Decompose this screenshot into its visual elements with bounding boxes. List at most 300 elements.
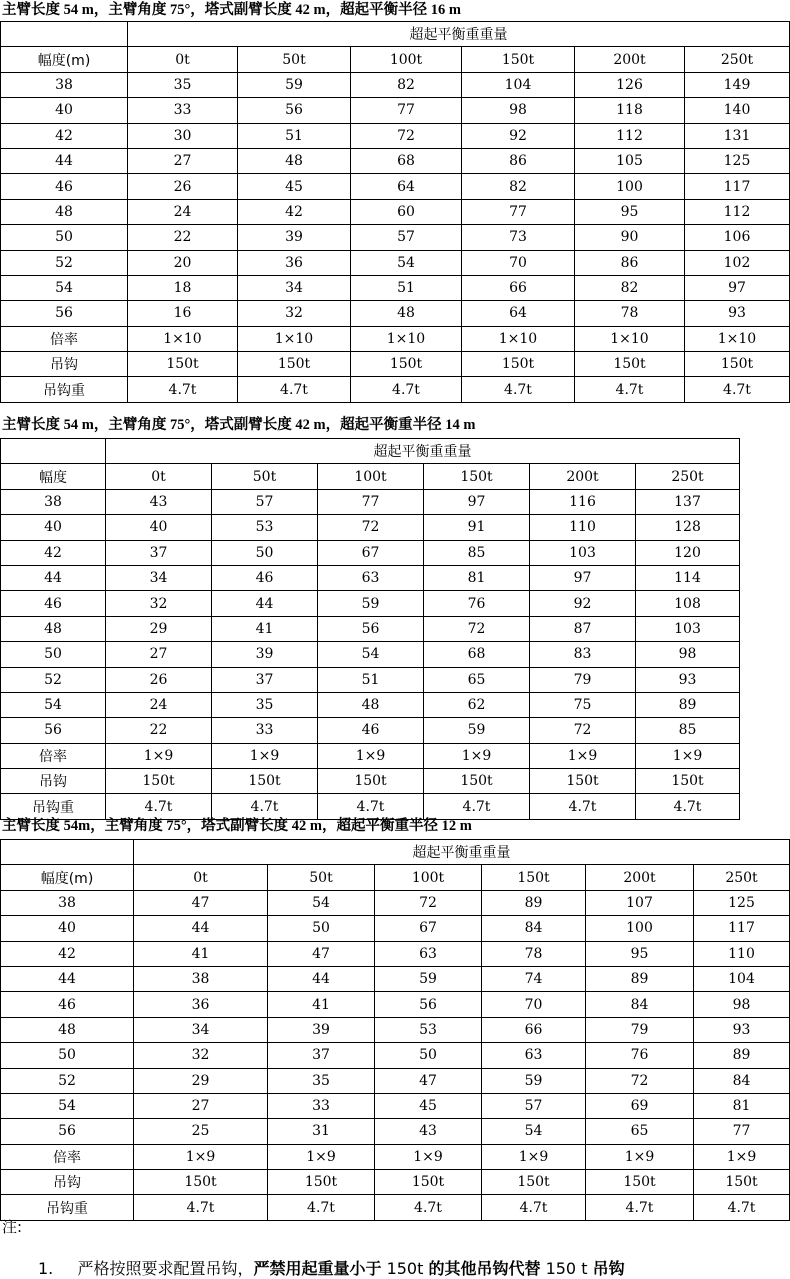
value-cell: 45	[238, 174, 351, 199]
table-footer-row	[1, 326, 790, 351]
table-3-body	[1, 840, 790, 1221]
value-cell: 59	[375, 966, 482, 991]
value-cell: 89	[586, 966, 694, 991]
value-cell: 79	[530, 667, 636, 692]
footer-value-cell: 4.7t	[694, 1195, 790, 1220]
column-header-cell: 100t	[375, 865, 482, 890]
table-column-row	[1, 47, 790, 72]
column-header-cell: 0t	[128, 47, 238, 72]
value-cell: 50	[268, 916, 375, 941]
table-row	[1, 591, 740, 616]
value-cell: 16	[128, 301, 238, 326]
value-cell: 39	[268, 1017, 375, 1042]
value-cell: 76	[586, 1043, 694, 1068]
value-cell: 86	[575, 250, 685, 275]
value-cell: 54	[268, 890, 375, 915]
table-header-row	[1, 439, 740, 464]
value-cell: 106	[685, 225, 790, 250]
note-text-2: 150t	[381, 1259, 429, 1278]
value-cell: 75	[530, 692, 636, 717]
column-header-cell: 250t	[636, 464, 740, 489]
value-cell: 54	[351, 250, 462, 275]
value-cell: 77	[351, 98, 462, 123]
value-cell: 33	[268, 1093, 375, 1118]
radius-cell: 56	[1, 718, 106, 743]
value-cell: 104	[694, 966, 790, 991]
value-cell: 69	[586, 1093, 694, 1118]
table-row	[1, 1017, 790, 1042]
load-table-2	[0, 438, 740, 820]
column-header-cell: 150t	[462, 47, 575, 72]
footer-label-cell: 吊钩重	[1, 794, 106, 819]
value-cell: 64	[351, 174, 462, 199]
footer-value-cell: 150t	[685, 352, 790, 377]
value-cell: 35	[212, 692, 318, 717]
table-row	[1, 1119, 790, 1144]
value-cell: 97	[530, 565, 636, 590]
radius-cell: 54	[1, 692, 106, 717]
value-cell: 79	[586, 1017, 694, 1042]
value-cell: 37	[268, 1043, 375, 1068]
value-cell: 72	[375, 890, 482, 915]
footer-value-cell: 150t	[134, 1170, 268, 1195]
table-header-row	[1, 22, 790, 47]
table-row	[1, 489, 740, 514]
table-row	[1, 199, 790, 224]
value-cell: 65	[586, 1119, 694, 1144]
footer-value-cell: 150t	[128, 352, 238, 377]
footer-value-cell: 1×9	[586, 1144, 694, 1169]
table-footer-row	[1, 1144, 790, 1169]
value-cell: 50	[375, 1043, 482, 1068]
radius-cell: 46	[1, 992, 134, 1017]
footer-value-cell: 1×9	[482, 1144, 586, 1169]
value-cell: 35	[128, 72, 238, 97]
footer-value-cell: 4.7t	[238, 377, 351, 402]
footer-label-cell: 倍率	[1, 743, 106, 768]
value-cell: 91	[424, 515, 530, 540]
value-cell: 43	[375, 1119, 482, 1144]
table-corner-cell	[1, 22, 128, 47]
table-row	[1, 540, 740, 565]
footer-value-cell: 4.7t	[375, 1195, 482, 1220]
value-cell: 68	[424, 642, 530, 667]
table-row	[1, 616, 740, 641]
footer-value-cell: 150t	[212, 769, 318, 794]
table-row	[1, 123, 790, 148]
footer-value-cell: 4.7t	[128, 377, 238, 402]
value-cell: 48	[318, 692, 424, 717]
value-cell: 33	[212, 718, 318, 743]
footer-value-cell: 150t	[586, 1170, 694, 1195]
radius-cell: 48	[1, 616, 106, 641]
value-cell: 59	[238, 72, 351, 97]
value-cell: 68	[351, 148, 462, 173]
footer-value-cell: 1×10	[575, 326, 685, 351]
radius-cell: 54	[1, 275, 128, 300]
value-cell: 117	[685, 174, 790, 199]
table-row	[1, 992, 790, 1017]
radius-header-cell: 幅度	[1, 464, 106, 489]
load-table-3	[0, 839, 790, 1221]
footer-value-cell: 1×10	[462, 326, 575, 351]
radius-cell: 50	[1, 1043, 134, 1068]
table-2-title: 主臂长度 54 m，主臂角度 75°，塔式副臂长度 42 m，超起平衡重半径 14 m	[2, 417, 476, 433]
value-cell: 114	[636, 565, 740, 590]
radius-header-cell: 幅度(m)	[1, 865, 134, 890]
footer-value-cell: 150t	[238, 352, 351, 377]
radius-cell: 46	[1, 591, 106, 616]
note-bold-2: 的其他吊钩代替	[428, 1259, 541, 1278]
value-cell: 24	[106, 692, 212, 717]
table-row	[1, 174, 790, 199]
value-cell: 82	[462, 174, 575, 199]
table-row	[1, 692, 740, 717]
table-2-body	[1, 439, 740, 820]
value-cell: 46	[212, 565, 318, 590]
footer-value-cell: 4.7t	[268, 1195, 375, 1220]
radius-cell: 38	[1, 890, 134, 915]
footer-value-cell: 150t	[636, 769, 740, 794]
value-cell: 31	[268, 1119, 375, 1144]
footer-value-cell: 1×9	[212, 743, 318, 768]
value-cell: 104	[462, 72, 575, 97]
load-table-1	[0, 21, 790, 403]
value-cell: 102	[685, 250, 790, 275]
value-cell: 103	[636, 616, 740, 641]
footer-value-cell: 1×9	[694, 1144, 790, 1169]
value-cell: 36	[238, 250, 351, 275]
footer-value-cell: 150t	[694, 1170, 790, 1195]
value-cell: 84	[586, 992, 694, 1017]
value-cell: 63	[482, 1043, 586, 1068]
value-cell: 54	[482, 1119, 586, 1144]
footer-value-cell: 1×9	[636, 743, 740, 768]
value-cell: 81	[424, 565, 530, 590]
value-cell: 110	[530, 515, 636, 540]
table-footer-row	[1, 377, 790, 402]
value-cell: 82	[351, 72, 462, 97]
table-row	[1, 148, 790, 173]
value-cell: 41	[212, 616, 318, 641]
value-cell: 63	[318, 565, 424, 590]
value-cell: 27	[134, 1093, 268, 1118]
value-cell: 44	[268, 966, 375, 991]
radius-cell: 50	[1, 642, 106, 667]
footer-value-cell: 4.7t	[351, 377, 462, 402]
radius-cell: 40	[1, 515, 106, 540]
value-cell: 92	[462, 123, 575, 148]
value-cell: 39	[238, 225, 351, 250]
value-cell: 66	[462, 275, 575, 300]
value-cell: 77	[694, 1119, 790, 1144]
value-cell: 20	[128, 250, 238, 275]
radius-cell: 56	[1, 1119, 134, 1144]
value-cell: 37	[106, 540, 212, 565]
value-cell: 100	[586, 916, 694, 941]
group-header-cell: 超起平衡重重量	[134, 840, 790, 865]
value-cell: 93	[636, 667, 740, 692]
value-cell: 56	[375, 992, 482, 1017]
column-header-cell: 50t	[268, 865, 375, 890]
footer-value-cell: 1×9	[134, 1144, 268, 1169]
table-row	[1, 72, 790, 97]
footer-label-cell: 倍率	[1, 1144, 134, 1169]
value-cell: 66	[482, 1017, 586, 1042]
radius-cell: 42	[1, 540, 106, 565]
footer-value-cell: 1×9	[106, 743, 212, 768]
footer-value-cell: 1×10	[685, 326, 790, 351]
footer-label-cell: 吊钩	[1, 1170, 134, 1195]
value-cell: 35	[268, 1068, 375, 1093]
value-cell: 77	[462, 199, 575, 224]
footer-value-cell: 4.7t	[685, 377, 790, 402]
value-cell: 77	[318, 489, 424, 514]
table-row	[1, 250, 790, 275]
value-cell: 72	[351, 123, 462, 148]
value-cell: 51	[351, 275, 462, 300]
value-cell: 57	[351, 225, 462, 250]
value-cell: 32	[106, 591, 212, 616]
radius-cell: 44	[1, 565, 106, 590]
table-row	[1, 565, 740, 590]
radius-cell: 52	[1, 1068, 134, 1093]
table-row	[1, 225, 790, 250]
table-row	[1, 890, 790, 915]
footer-value-cell: 150t	[375, 1170, 482, 1195]
radius-cell: 52	[1, 250, 128, 275]
table-header-row	[1, 840, 790, 865]
value-cell: 128	[636, 515, 740, 540]
table-footer-row	[1, 743, 740, 768]
group-header-cell: 超起平衡重重量	[106, 439, 740, 464]
table-row	[1, 916, 790, 941]
value-cell: 112	[575, 123, 685, 148]
value-cell: 67	[318, 540, 424, 565]
value-cell: 63	[375, 941, 482, 966]
footer-label-cell: 吊钩	[1, 352, 128, 377]
value-cell: 72	[530, 718, 636, 743]
value-cell: 51	[318, 667, 424, 692]
table-row	[1, 667, 740, 692]
footer-value-cell: 150t	[318, 769, 424, 794]
value-cell: 34	[238, 275, 351, 300]
note-item-number: 1.	[38, 1259, 54, 1278]
value-cell: 70	[482, 992, 586, 1017]
note-text-1: 严格按照要求配置吊钩，	[77, 1259, 254, 1278]
footer-label-cell: 吊钩重	[1, 377, 128, 402]
value-cell: 98	[462, 98, 575, 123]
value-cell: 65	[424, 667, 530, 692]
value-cell: 90	[575, 225, 685, 250]
value-cell: 59	[482, 1068, 586, 1093]
value-cell: 26	[106, 667, 212, 692]
footer-value-cell: 4.7t	[482, 1195, 586, 1220]
footer-value-cell: 150t	[424, 769, 530, 794]
value-cell: 125	[694, 890, 790, 915]
table-1-body	[1, 22, 790, 403]
value-cell: 47	[268, 941, 375, 966]
value-cell: 89	[636, 692, 740, 717]
footer-value-cell: 4.7t	[530, 794, 636, 819]
value-cell: 72	[318, 515, 424, 540]
radius-cell: 48	[1, 1017, 134, 1042]
column-header-cell: 100t	[351, 47, 462, 72]
footer-value-cell: 1×10	[351, 326, 462, 351]
table-footer-row	[1, 1170, 790, 1195]
value-cell: 93	[685, 301, 790, 326]
radius-cell: 38	[1, 72, 128, 97]
footer-value-cell: 1×10	[128, 326, 238, 351]
footer-value-cell: 150t	[106, 769, 212, 794]
value-cell: 105	[575, 148, 685, 173]
value-cell: 57	[212, 489, 318, 514]
value-cell: 95	[586, 941, 694, 966]
column-header-cell: 150t	[482, 865, 586, 890]
footer-label-cell: 吊钩	[1, 769, 106, 794]
table-row	[1, 515, 740, 540]
value-cell: 86	[462, 148, 575, 173]
value-cell: 103	[530, 540, 636, 565]
table-corner-cell	[1, 439, 106, 464]
footer-value-cell: 1×9	[318, 743, 424, 768]
table-footer-row	[1, 769, 740, 794]
value-cell: 78	[575, 301, 685, 326]
value-cell: 44	[212, 591, 318, 616]
value-cell: 54	[318, 642, 424, 667]
value-cell: 81	[694, 1093, 790, 1118]
footer-value-cell: 4.7t	[575, 377, 685, 402]
footer-value-cell: 4.7t	[462, 377, 575, 402]
note-text-3: 150 t	[540, 1259, 593, 1278]
group-header-cell: 超起平衡重重量	[128, 22, 790, 47]
value-cell: 22	[106, 718, 212, 743]
value-cell: 126	[575, 72, 685, 97]
table-row	[1, 275, 790, 300]
value-cell: 74	[482, 966, 586, 991]
value-cell: 83	[530, 642, 636, 667]
column-header-cell: 250t	[694, 865, 790, 890]
value-cell: 97	[424, 489, 530, 514]
value-cell: 30	[128, 123, 238, 148]
footer-label-cell: 吊钩重	[1, 1195, 134, 1220]
column-header-cell: 150t	[424, 464, 530, 489]
footer-value-cell: 1×9	[375, 1144, 482, 1169]
value-cell: 84	[482, 916, 586, 941]
value-cell: 38	[134, 966, 268, 991]
value-cell: 25	[134, 1119, 268, 1144]
footer-value-cell: 150t	[575, 352, 685, 377]
table-3-title: 主臂长度 54m，主臂角度 75°，塔式副臂长度 42 m，超起平衡重半径 12 m	[2, 818, 472, 834]
radius-header-cell: 幅度(m)	[1, 47, 128, 72]
value-cell: 72	[586, 1068, 694, 1093]
footer-value-cell: 150t	[268, 1170, 375, 1195]
value-cell: 82	[575, 275, 685, 300]
value-cell: 73	[462, 225, 575, 250]
radius-cell: 44	[1, 148, 128, 173]
radius-cell: 40	[1, 98, 128, 123]
value-cell: 116	[530, 489, 636, 514]
note-label: 注:	[2, 1218, 23, 1236]
value-cell: 27	[106, 642, 212, 667]
value-cell: 53	[375, 1017, 482, 1042]
footer-value-cell: 4.7t	[586, 1195, 694, 1220]
table-footer-row	[1, 352, 790, 377]
value-cell: 60	[351, 199, 462, 224]
table-row	[1, 98, 790, 123]
column-header-cell: 0t	[134, 865, 268, 890]
value-cell: 137	[636, 489, 740, 514]
value-cell: 93	[694, 1017, 790, 1042]
value-cell: 118	[575, 98, 685, 123]
radius-cell: 44	[1, 966, 134, 991]
value-cell: 32	[238, 301, 351, 326]
value-cell: 92	[530, 591, 636, 616]
table-footer-row	[1, 1195, 790, 1220]
value-cell: 34	[106, 565, 212, 590]
table-row	[1, 642, 740, 667]
column-header-cell: 0t	[106, 464, 212, 489]
value-cell: 149	[685, 72, 790, 97]
radius-cell: 38	[1, 489, 106, 514]
footer-value-cell: 4.7t	[106, 794, 212, 819]
value-cell: 29	[106, 616, 212, 641]
value-cell: 107	[586, 890, 694, 915]
column-header-cell: 250t	[685, 47, 790, 72]
value-cell: 117	[694, 916, 790, 941]
value-cell: 98	[694, 992, 790, 1017]
footer-value-cell: 1×10	[238, 326, 351, 351]
value-cell: 34	[134, 1017, 268, 1042]
radius-cell: 48	[1, 199, 128, 224]
note-bold-1: 严禁用起重量小于	[253, 1259, 382, 1278]
radius-cell: 52	[1, 667, 106, 692]
value-cell: 33	[128, 98, 238, 123]
footer-value-cell: 4.7t	[424, 794, 530, 819]
radius-cell: 56	[1, 301, 128, 326]
value-cell: 22	[128, 225, 238, 250]
value-cell: 24	[128, 199, 238, 224]
value-cell: 39	[212, 642, 318, 667]
value-cell: 64	[462, 301, 575, 326]
value-cell: 108	[636, 591, 740, 616]
note-bold-3: 吊钩	[592, 1259, 625, 1278]
value-cell: 44	[134, 916, 268, 941]
radius-cell: 40	[1, 916, 134, 941]
value-cell: 50	[212, 540, 318, 565]
radius-cell: 50	[1, 225, 128, 250]
footer-value-cell: 150t	[462, 352, 575, 377]
value-cell: 46	[318, 718, 424, 743]
footer-value-cell: 4.7t	[318, 794, 424, 819]
value-cell: 70	[462, 250, 575, 275]
value-cell: 97	[685, 275, 790, 300]
table-corner-cell	[1, 840, 134, 865]
value-cell: 131	[685, 123, 790, 148]
footer-value-cell: 4.7t	[134, 1195, 268, 1220]
value-cell: 26	[128, 174, 238, 199]
radius-cell: 54	[1, 1093, 134, 1118]
footer-value-cell: 1×9	[424, 743, 530, 768]
column-header-cell: 50t	[212, 464, 318, 489]
value-cell: 84	[694, 1068, 790, 1093]
value-cell: 57	[482, 1093, 586, 1118]
value-cell: 62	[424, 692, 530, 717]
value-cell: 36	[134, 992, 268, 1017]
value-cell: 59	[318, 591, 424, 616]
value-cell: 56	[318, 616, 424, 641]
footer-value-cell: 150t	[351, 352, 462, 377]
